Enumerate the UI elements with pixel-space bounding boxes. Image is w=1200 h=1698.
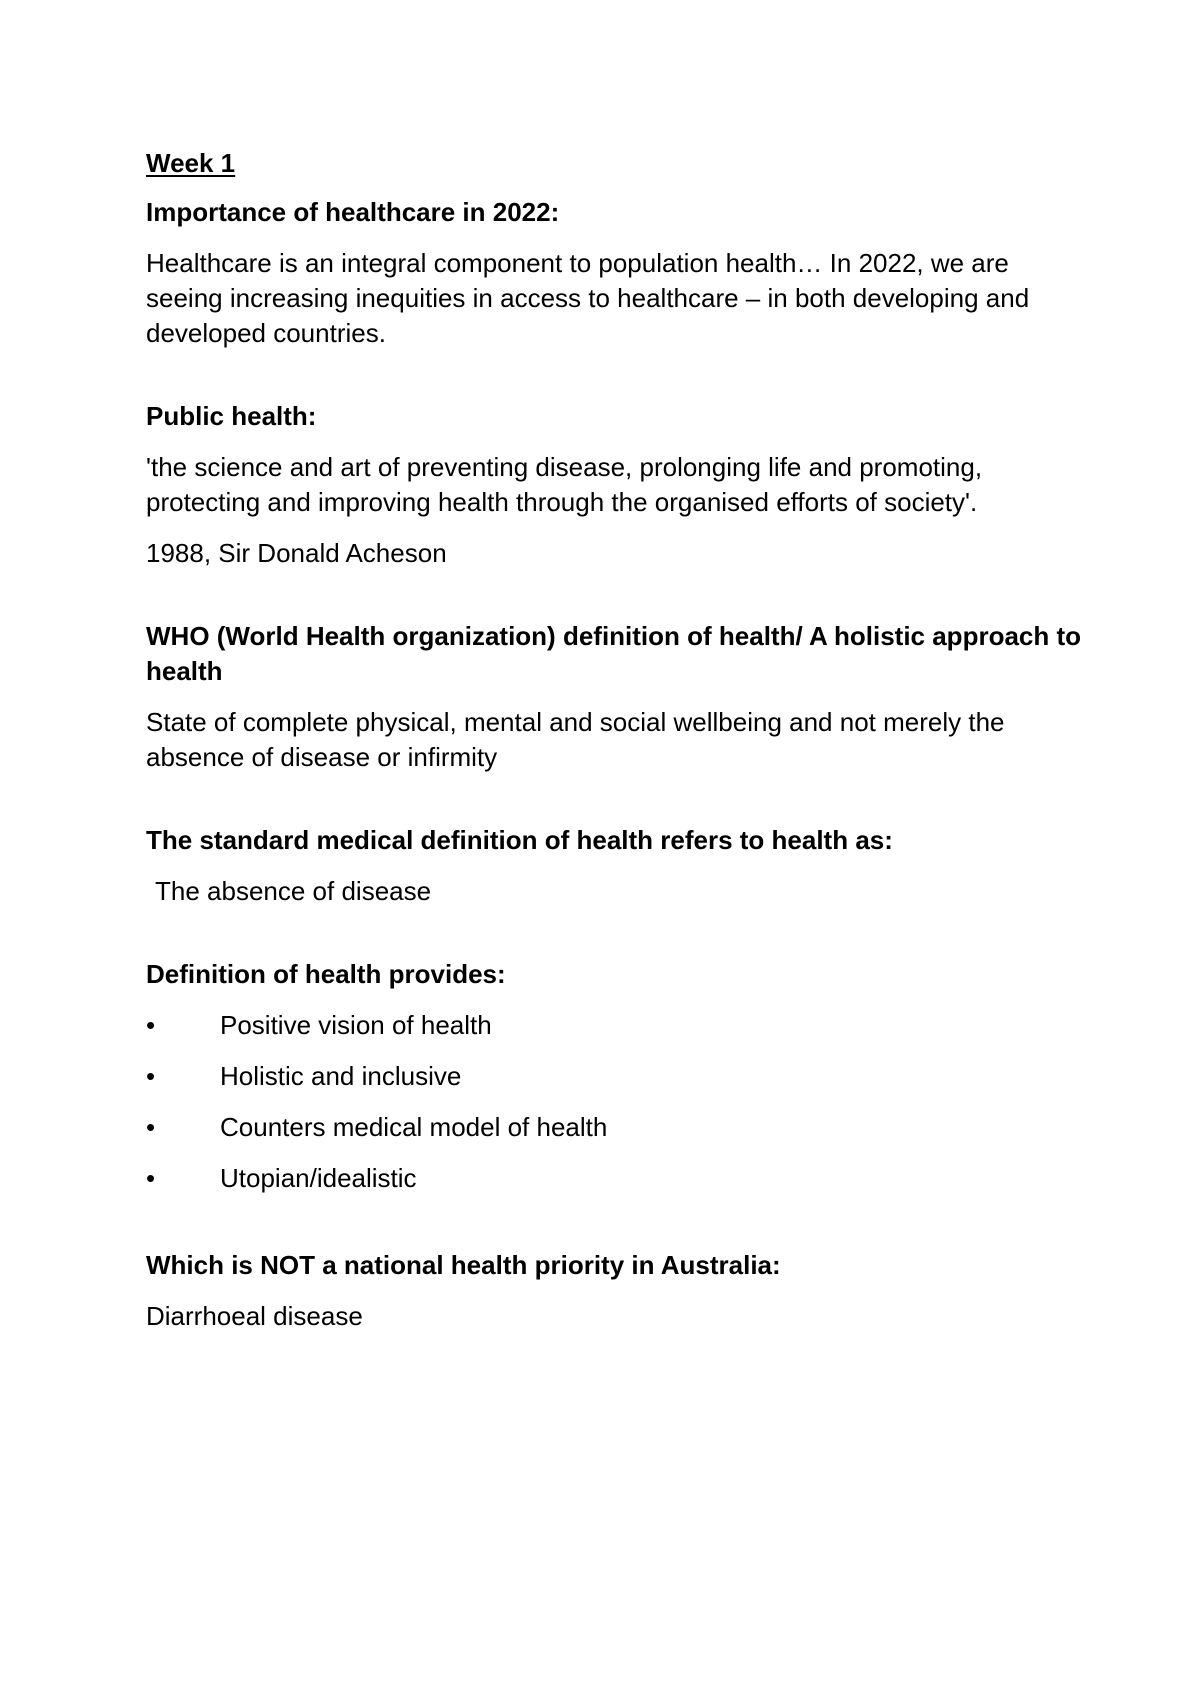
section-body-who-definition: State of complete physical, mental and social wellbeing and not merely the absence of disease or infirmity — [146, 707, 1005, 772]
section-heading-healthcare-importance: Importance of healthcare in 2022: — [146, 197, 560, 227]
definition-provides-list — [146, 1008, 1086, 1196]
public-health-attribution: 1988, Sir Donald Acheson — [146, 538, 447, 568]
section-heading-public-health: Public health: — [146, 401, 317, 431]
bullet-icon: • — [146, 1112, 156, 1142]
list-item — [146, 1008, 1086, 1043]
list-item — [146, 1161, 1086, 1196]
section-heading-medical-definition: The standard medical definition of health refers to health as: — [146, 825, 893, 855]
section-heading-who-definition: WHO (World Health organization) definition of health/ A holistic approach to health — [146, 621, 1082, 686]
bullet-icon: • — [146, 1163, 156, 1193]
bullet-icon: • — [146, 1010, 156, 1040]
section-body-national-priority: Diarrhoeal disease — [146, 1301, 363, 1331]
section-body-medical-definition: The absence of disease — [155, 876, 432, 906]
section-heading-national-priority: Which is NOT a national health priority in Australia: — [146, 1250, 781, 1280]
bullet-icon: • — [146, 1061, 156, 1091]
list-item-label: Holistic and inclusive — [220, 1061, 462, 1091]
list-item-label: Counters medical model of health — [220, 1112, 608, 1142]
document-content — [146, 146, 1086, 1350]
list-item — [146, 1110, 1086, 1145]
list-item-label: Positive vision of health — [220, 1010, 492, 1040]
section-body-public-health: 'the science and art of preventing disease, prolonging life and promoting, protecting and improving health through the organised efforts of society'. — [146, 452, 983, 517]
section-body-healthcare-importance: Healthcare is an integral component to population health… In 2022, we are seeing increasing inequities in access to healthcare – in both developing and developed countries. — [146, 248, 1030, 348]
list-item-label: Utopian/idealistic — [220, 1163, 417, 1193]
week-title: Week 1 — [146, 148, 236, 178]
list-item — [146, 1059, 1086, 1094]
section-heading-definition-provides: Definition of health provides: — [146, 959, 506, 989]
